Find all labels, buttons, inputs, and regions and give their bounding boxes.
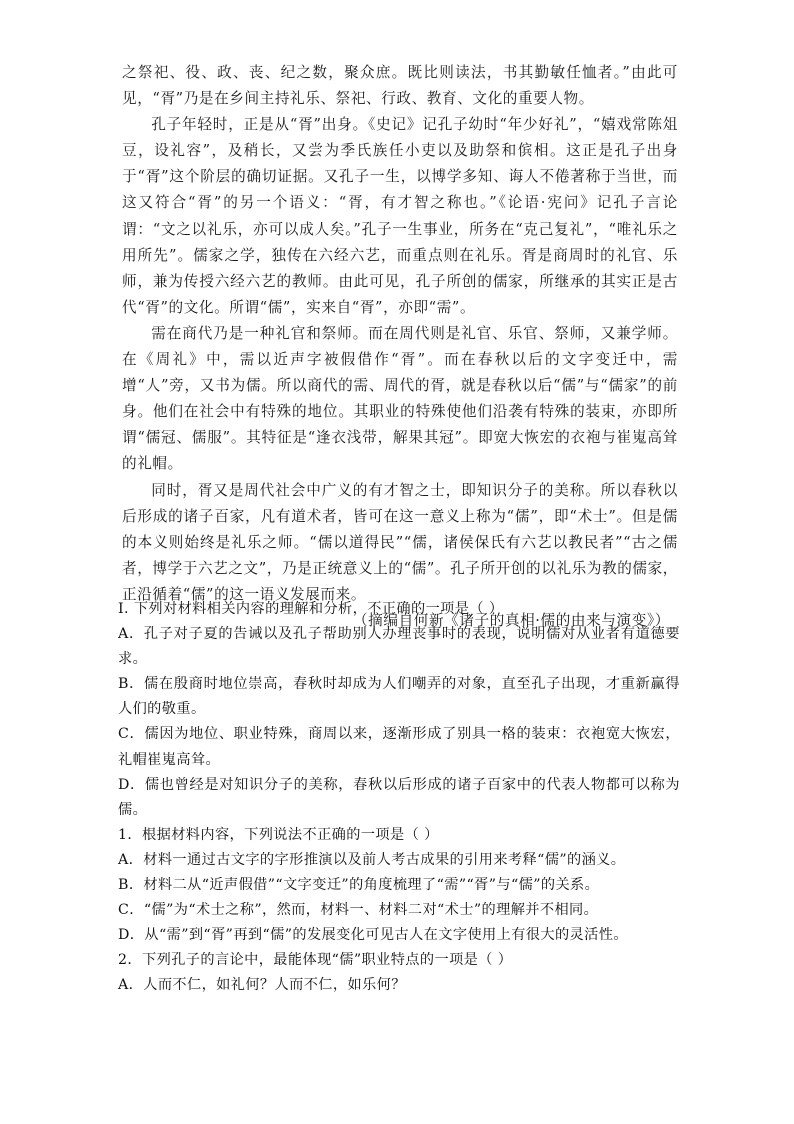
question-option-a: A．材料一通过古文字的字形推演以及前人考古成果的引用来考释“儒”的涵义。 [118, 851, 626, 868]
question-option-d: D．儒也曾经是对知识分子的美称，春秋以后形成的诸子百家中的代表人物都可以称为儒。 [118, 776, 680, 818]
question-option-c: C．儒因为地位、职业特殊，商周以来，逐渐形成了别具一格的装束：衣袍宽大恢宏，礼帽崔嵬高耸。 [118, 726, 680, 768]
question-option-a: A．人而不仁，如礼何？人而不仁，如乐何？ [118, 977, 406, 994]
passage-paragraph: 之祭祀、役、政、丧、纪之数，聚众庶。既比则读法，书其勤敏任恤者。”由此可见，“胥”乃是在乡间主持礼乐、祭祀、行政、教育、文化的重要人物。 [122, 64, 678, 108]
reading-passage [122, 60, 678, 634]
question-option-d: D．从“需”到“胥”再到“儒”的发展变化可见古人在文字使用上有很大的灵活性。 [118, 927, 628, 944]
question-item [118, 948, 680, 998]
question-option-c: C．“儒”为“术士之称”，然而，材料一、材料二对“术士”的理解并不相同。 [118, 902, 599, 919]
passage-paragraph: 孔子年轻时，正是从“胥”出身。《史记》记孔子幼时“年少好礼”，“嬉戏常陈俎豆，设礼容”，及稍长，又尝为季氏族任小吏以及助祭和傧相。这正是孔子出身于“胥”这个阶层的确切证据。又孔子一生，以博学多知、诲人不倦著称于当世，而这又符合“胥”的另一个语义：“胥，有才智之称也。”《论语·宪问》记孔子言论谓：“文之以礼乐，亦可以成人矣。”孔子一生事业，所务在“克己复礼”，“唯礼乐之用所先”。儒家之学，独传在六经六艺，而重点则在礼乐。胥是商周时的礼官、乐师，兼为传授六经六艺的教师。由此可见，孔子所创的儒家，所继承的其实正是古代“胥”的文化。所谓“儒”，实来自“胥”，亦即“需”。 [122, 116, 678, 316]
question-stem: 1．根据材料内容，下列说法不正确的一项是（ ） [118, 826, 439, 843]
question-option-a: A．孔子对子夏的告诫以及孔子帮助别人办理丧事时的表现，说明儒对从业者有道德要求。 [118, 626, 680, 668]
passage-source-citation: （摘编自何新《诸子的真相·儒的由来与演变》） [352, 611, 670, 629]
question-option-b: B．材料二从“近声假借”“文字变迁”的角度梳理了“需”“胥”与“儒”的关系。 [118, 877, 600, 894]
question-section [118, 597, 680, 999]
question-item [118, 823, 680, 948]
question-stem: I. 下列对材料相关内容的理解和分析，不正确的一项是（ ） [118, 601, 504, 617]
question-item [118, 597, 680, 823]
question-option-b: B．儒在殷商时地位崇高，春秋时却成为人们嘲弄的对象，直至孔子出现，才重新赢得人们的敬重。 [118, 676, 680, 718]
question-stem: 2．下列孔子的言论中，最能体现“儒”职业特点的一项是（ ） [118, 952, 513, 969]
passage-paragraph: 需在商代乃是一种礼官和祭师。而在周代则是礼官、乐官、祭师，又兼学师。在《周礼》中，需以近声字被假借作“胥”。而在春秋以后的文字变迁中，需增“人”旁，又书为儒。所以商代的需、周代的胥，就是春秋以后“儒”与“儒家”的前身。他们在社会中有特殊的地位。其职业的特殊使他们沿袭有特殊的装束，亦即所谓“儒冠、儒服”。其特征是“逢衣浅带，解果其冠”。即宽大恢宏的衣袍与崔嵬高耸的礼帽。 [122, 324, 678, 473]
passage-paragraph: 同时，胥又是周代社会中广义的有才智之士，即知识分子的美称。所以春秋以后形成的诸子百家，凡有道术者，皆可在这一意义上称为“儒”，即“术士”。但是儒的本义则始终是礼乐之师。“儒以道得民”“儒，诸侯保氏有六艺以教民者”“古之儒者，博学于六艺之文”，乃是正统意义上的“儒”。孔子所开创的以礼乐为教的儒家，正沿循着“儒”的这一语义发展而来。 [122, 481, 678, 603]
